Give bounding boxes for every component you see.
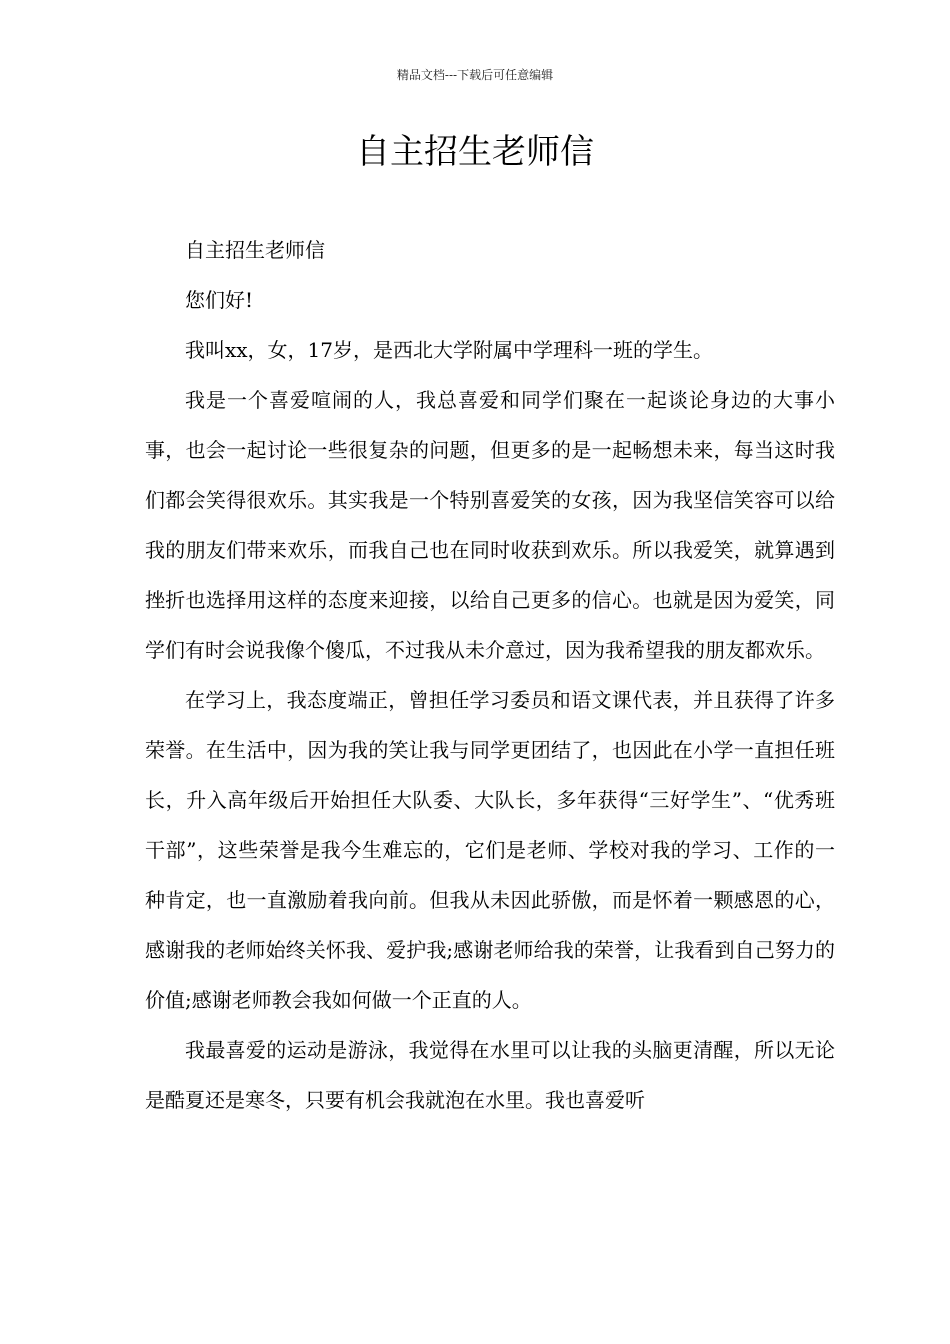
document-body (145, 225, 835, 1125)
paragraph-greeting: 您们好! (185, 288, 254, 312)
paragraph-study-and-honors: 在学习上，我态度端正，曾担任学习委员和语文课代表，并且获得了许多荣誉。在生活中，因为我的笑让我与同学更团结了，也因此在小学一直担任班长，升入高年级后开始担任大队委、大队长，多年获得“三好学生”、“优秀班干部”，这些荣誉是我今生难忘的，它们是老师、学校对我的学习、工作的一种肯定，也一直激励着我向前。但我从未因此骄傲，而是怀着一颗感恩的心，感谢我的老师始终关怀我、爱护我;感谢老师给我的荣誉，让我看到自己努力的价值;感谢老师教会我如何做一个正直的人。 (145, 688, 835, 1012)
paragraph-personality: 我是一个喜爱喧闹的人，我总喜爱和同学们聚在一起谈论身边的大事小事，也会一起讨论一些很复杂的问题，但更多的是一起畅想未来，每当这时我们都会笑得很欢乐。其实我是一个特别喜爱笑的女孩，因为我坚信笑容可以给我的朋友们带来欢乐，而我自己也在同时收获到欢乐。所以我爱笑，就算遇到挫折也选择用这样的态度来迎接，以给自己更多的信心。也就是因为爱笑，同学们有时会说我像个傻瓜，不过我从未介意过，因为我希望我的朋友都欢乐。 (145, 388, 835, 662)
paragraph-subject: 自主招生老师信 (185, 238, 325, 262)
page-header-note: 精品文档---下载后可任意编辑 (396, 68, 554, 82)
paragraph-introduction: 我叫xx，女，17岁，是西北大学附属中学理科一班的学生。 (185, 338, 714, 362)
document-title: 自主招生老师信 (356, 132, 594, 172)
paragraph-hobbies: 我最喜爱的运动是游泳，我觉得在水里可以让我的头脑更清醒，所以无论是酷夏还是寒冬，只要有机会我就泡在水里。我也喜爱听 (145, 1038, 835, 1112)
